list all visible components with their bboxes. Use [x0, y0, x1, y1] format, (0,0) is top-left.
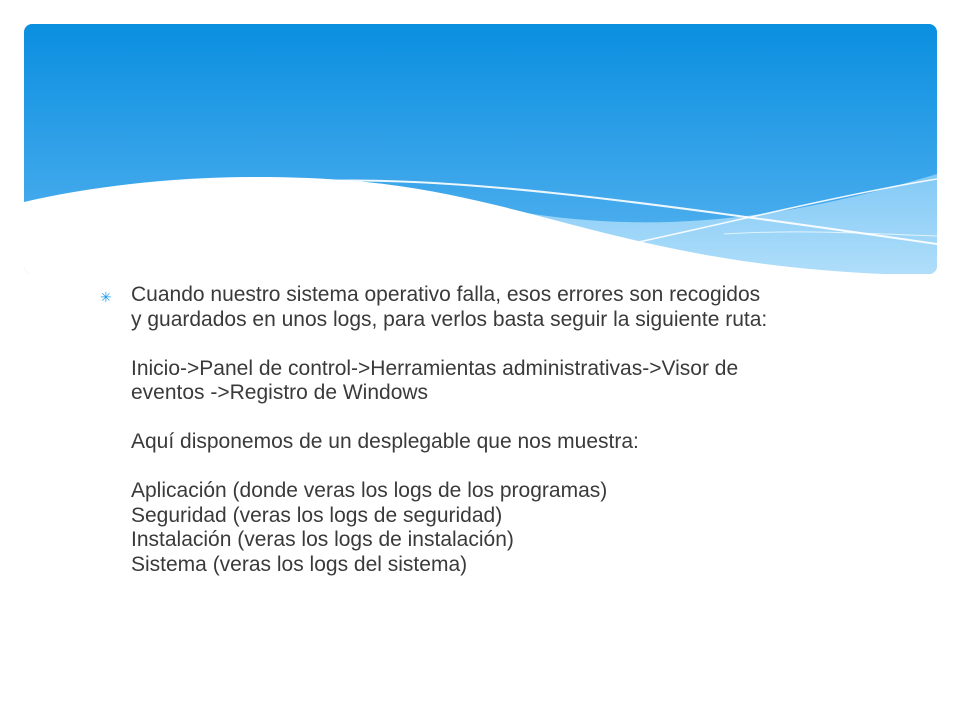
bullet-item	[100, 283, 860, 577]
text-line: Seguridad (veras los logs de seguridad)	[131, 503, 503, 527]
slide-body	[100, 283, 860, 577]
header-banner	[24, 24, 937, 274]
text-line: Sistema (veras los logs del sistema)	[131, 552, 468, 576]
text-line: Aquí disponemos de un desplegable que nos muestra:	[131, 430, 639, 453]
text-line: Aplicación (donde veras los logs de los programas)	[131, 479, 608, 502]
text-line: eventos ->Registro de Windows	[131, 381, 429, 404]
wave-banner-graphic	[24, 24, 937, 274]
asterisk-bullet-icon: ✳	[100, 289, 112, 305]
text-line: Cuando nuestro sistema operativo falla, esos errores son recogidos	[131, 283, 761, 306]
text-line: Inicio->Panel de control->Herramientas administrativas->Visor de	[131, 356, 739, 380]
text-line: y guardados en unos logs, para verlos basta seguir la siguiente ruta:	[131, 307, 768, 331]
text-line: Instalación (veras los logs de instalación)	[131, 528, 514, 551]
